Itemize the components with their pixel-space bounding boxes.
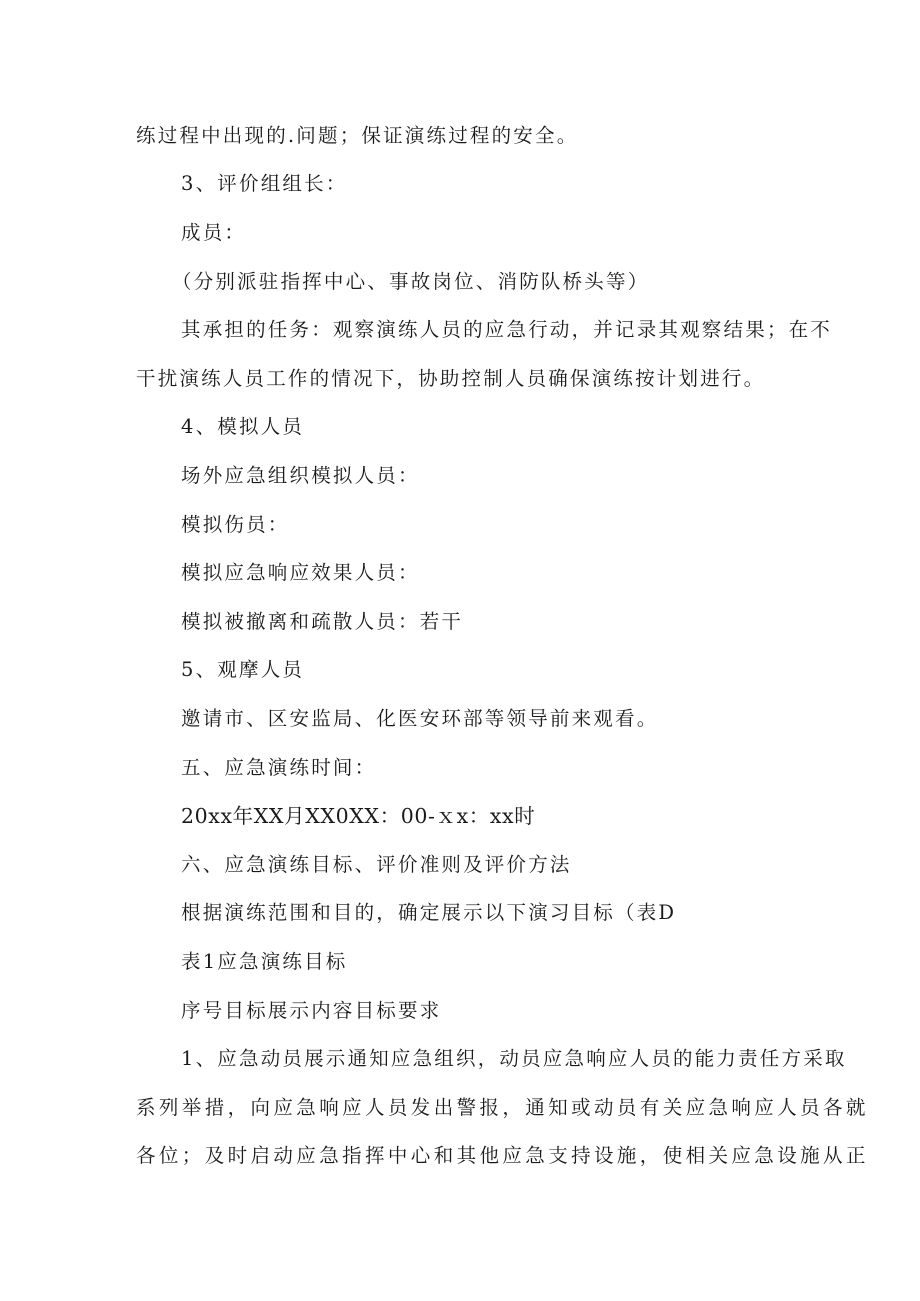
paragraph-line: 模拟伤员：	[181, 513, 290, 536]
section-heading: 5、观摩人员	[181, 658, 305, 681]
paragraph-line: 练过程中出现的.问题；保证演练过程的安全。	[136, 124, 579, 147]
paragraph-line: 模拟应急响应效果人员：	[181, 561, 420, 584]
paragraph-line: （分别派驻指挥中心、事故岗位、消防队桥头等）	[172, 270, 650, 293]
section-heading: 3、评价组组长：	[181, 172, 348, 195]
paragraph-line: 序号目标展示内容目标要求	[181, 999, 442, 1022]
paragraph-line: 邀请市、区安监局、化医安环部等领导前来观看。	[181, 707, 659, 730]
paragraph-line: 其承担的任务：观察演练人员的应急行动，并记录其观察结果；在不	[181, 318, 833, 341]
table-caption: 表1应急演练目标	[181, 950, 348, 973]
section-heading: 4、模拟人员	[181, 415, 305, 438]
paragraph-line: 场外应急组织模拟人员：	[181, 464, 420, 487]
paragraph-line: 1、应急动员展示通知应急组织，动员应急响应人员的能力责任方采取	[181, 1047, 847, 1070]
section-heading: 五、应急演练时间：	[181, 756, 377, 779]
paragraph-line: 干扰演练人员工作的情况下，协助控制人员确保演练按计划进行。	[136, 367, 766, 390]
section-heading: 六、应急演练目标、评价准则及评价方法	[181, 853, 572, 876]
paragraph-line: 成员：	[181, 221, 247, 244]
paragraph-line: 20xx年XX月XX0XX：00-ｘx：xx时	[181, 804, 536, 828]
paragraph-line: 各位；及时启动应急指挥中心和其他应急支持设施，使相关应急设施从正	[136, 1144, 869, 1167]
paragraph-line: 模拟被撤离和疏散人员：若干	[181, 610, 464, 633]
paragraph-line: 系列举措，向应急响应人员发出警报，通知或动员有关应急响应人员各就	[136, 1096, 869, 1119]
paragraph-line: 根据演练范围和目的，确定展示以下演习目标（表D	[181, 901, 677, 924]
